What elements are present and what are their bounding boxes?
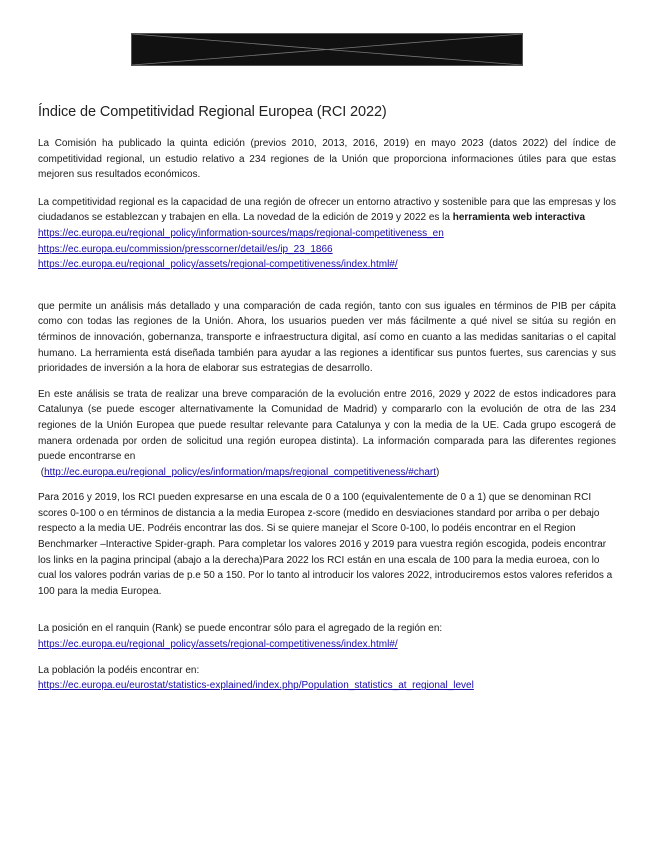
link-chart-suffix: ): [436, 466, 440, 478]
link-line-1: [38, 226, 616, 242]
link-chart-prefix: (: [40, 466, 45, 478]
link-regional-competitiveness-maps[interactable]: https://ec.europa.eu/regional_policy/information-sources/maps/regional-competitiveness_en: [38, 227, 444, 239]
link-line-chart: [38, 465, 616, 481]
paragraph-rank: La posición en el ranquin (Rank) se puede encontrar sólo para el agregado de la región en:: [38, 623, 443, 635]
paragraph-analysis: que permite un análisis más detallado y una comparación de cada región, tanto con sus iguales en términos de PIB per cápita como con todas las regiones de la Unión. Ahora, los usuarios pueden ver más fácilmente a qué nivel se sitúa su región en términos de innovación, gobernanza, transporte e infraestructura digital, así como en cuanto a las medidas sanitarias o el capital humano. La herramienta está diseñada también para ayudar a las regiones a identificar sus puntos fuertes, sus carencias y sus prioridades de inversión a la hora de elaborar sus estrategias de desarrollo.: [38, 300, 616, 375]
link-line-3: [38, 257, 616, 273]
link-competitiveness-chart[interactable]: http://ec.europa.eu/regional_policy/es/information/maps/regional_competitiveness/#chart: [44, 466, 437, 478]
header-image-placeholder: [131, 33, 523, 66]
page-title: Índice de Competitividad Regional Europea (RCI 2022): [38, 104, 387, 120]
paragraph-population: La población la podéis encontrar en:: [38, 664, 200, 676]
link-line-rank: [38, 637, 616, 653]
paragraph-task: En este análisis se trata de realizar una breve comparación de la evolución entre 2016, 2029 y 2022 de estos indicadores para Catalunya (se puede escoger alternativamente la Comunidad de Madrid) y compararlo con la evolución de otra de las 234 regiones de la Unión Europea que puede resultar relevante para Catalunya y con la media de la UE. Cada grupo escogerá de manera ordenada por orden de solicitud una región europea distinta). La información comparada para las diferentes regiones puede encontrarse en: [38, 388, 616, 463]
link-population-statistics[interactable]: https://ec.europa.eu/eurostat/statistics-explained/index.php/Population_statistics_at_regional_level: [38, 680, 474, 692]
document-body: [38, 104, 616, 694]
paragraph-definition: [38, 195, 616, 226]
paragraph-scores: Para 2016 y 2019, los RCI pueden expresarse en una escala de 0 a 100 (equivalentemente de 0 a 1) que se denominan RCI scores 0-100 o en términos de distancia a la media Europea z-score (medido en desviaciones standard por arriba o per debajo respecto a la media UE. Podréis encontrar las dos. Si se quiere manejar el Score 0-100, lo podéis encontrar en el Region Benchmarker –Interactive Spider-graph. Para completar los valores 2016 y 2019 para vuestra región escogida, podeis encontrar los links en la pagina principal (abajo a la derecha)Para 2022 los RCI están en una escala de 100 para la media euroea, con lo cual los valores podrán varias de p.e 50 a 150. Por lo tanto al introducir los valores 2022, introduciremos estos valores referidos a 100 para la media Europea.: [38, 492, 613, 597]
link-interactive-tool[interactable]: https://ec.europa.eu/regional_policy/assets/regional-competitiveness/index.html#/: [38, 259, 398, 271]
link-line-population: [38, 678, 616, 694]
placeholder-cross-icon: [132, 34, 522, 65]
link-line-2: [38, 242, 616, 258]
paragraph-definition-text: La competitividad regional es la capacidad de una región de ofrecer un entorno atractivo y sostenible para que las empresas y los ciudadanos se establezcan y trabajen en ella. La novedad de la edición de 2019 y 2022 es la: [38, 196, 616, 224]
link-rank-tool[interactable]: https://ec.europa.eu/regional_policy/assets/regional-competitiveness/index.html#/: [38, 639, 398, 651]
tool-highlight: herramienta web interactiva: [452, 212, 586, 224]
paragraph-intro: La Comisión ha publicado la quinta edición (previos 2010, 2013, 2016, 2019) en mayo 2023 (datos 2022) del índice de competitividad regional, un estudio relativo a 234 regiones de la Unión que proporciona informaciones útiles para que estas mejoren sus resultados económicos.: [38, 138, 616, 181]
link-press-corner[interactable]: https://ec.europa.eu/commission/presscorner/detail/es/ip_23_1866: [38, 243, 333, 255]
